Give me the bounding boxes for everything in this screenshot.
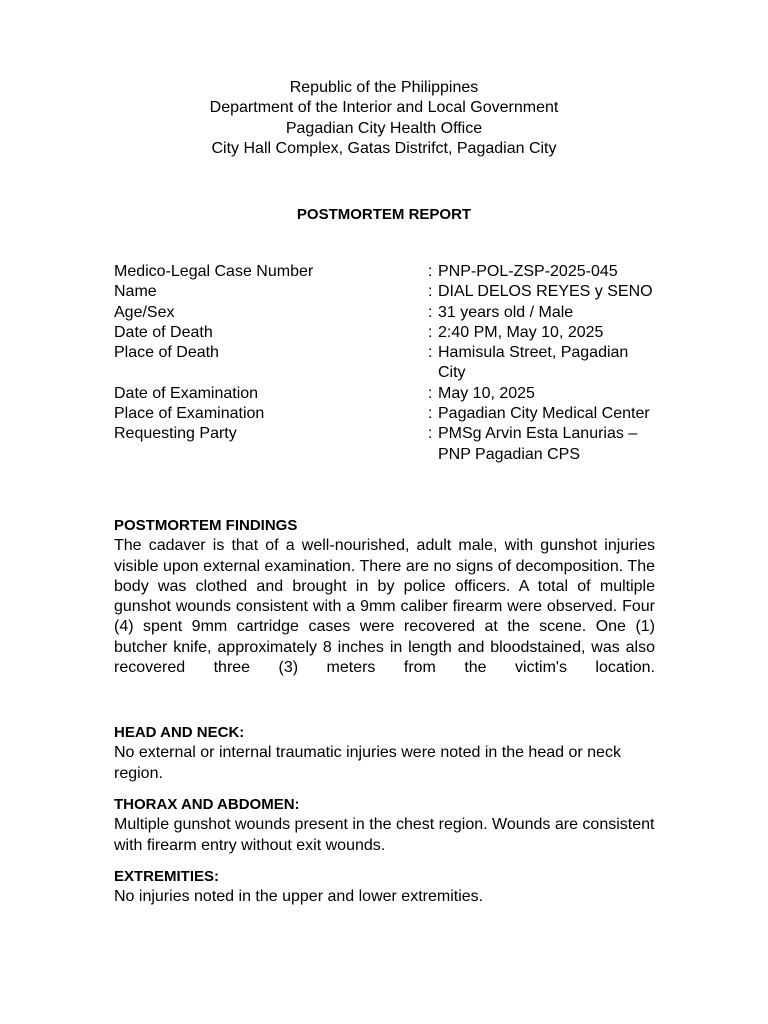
field-age-sex: Age/Sex : 31 years old / Male [114, 303, 654, 323]
field-value: 2:40 PM, May 10, 2025 [438, 323, 604, 341]
field-case-number: Medico-Legal Case Number : PNP-POL-ZSP-2025-045 [114, 262, 654, 282]
field-value: 31 years old / Male [438, 303, 574, 321]
section-extremities [114, 867, 655, 908]
field-label: Date of Examination [114, 384, 259, 402]
field-place-of-examination: Place of Examination : Pagadian City Medical Center [114, 404, 654, 424]
findings-heading: POSTMORTEM FINDINGS [114, 517, 298, 534]
header-line-office: Pagadian City Health Office [285, 119, 483, 137]
field-value: PMSg Arvin Esta Lanurias – PNP Pagadian CPS [438, 425, 638, 463]
field-label: Date of Death [114, 323, 213, 341]
field-label: Requesting Party [114, 425, 237, 443]
field-place-of-death: Place of Death : Hamisula Street, Pagadian City [114, 343, 654, 384]
field-value: Pagadian City Medical Center [438, 405, 650, 423]
extremities-heading: EXTREMITIES: [114, 868, 220, 885]
case-details [114, 262, 654, 465]
section-head-and-neck [114, 723, 655, 784]
findings-body: The cadaver is that of a well-nourished, adult male, with gunshot injuries visible upon external examination. There are no signs of decomposition. The body was clothed and brought in by police officers. A total of multiple gunshot wounds consistent with a 9mm caliber firearm were observed. Four (4) spent 9mm cartridge cases were recovered at the scene. One (1) butcher knife, approximately 8 inches in length and bloodstained, was also recovered three (3) meters from the victim's location. [114, 537, 655, 677]
thorax-abdomen-heading: THORAX AND ABDOMEN: [114, 796, 300, 813]
letterhead [0, 78, 768, 159]
postmortem-findings [114, 516, 655, 678]
section-thorax-and-abdomen [114, 795, 655, 856]
header-line-republic: Republic of the Philippines [289, 79, 479, 96]
header-line-department: Department of the Interior and Local Government [209, 99, 559, 117]
field-value: DIAL DELOS REYES y SENO [438, 283, 653, 301]
header-line-address: City Hall Complex, Gatas Distrifct, Pagadian City [211, 139, 557, 157]
field-value: May 10, 2025 [438, 384, 535, 402]
field-name: Name : DIAL DELOS REYES y SENO [114, 282, 654, 302]
field-label: Name [114, 283, 157, 301]
report-title: POSTMORTEM REPORT [296, 206, 472, 223]
field-label: Place of Examination [114, 405, 265, 423]
field-requesting-party: Requesting Party : PMSg Arvin Esta Lanurias – PNP Pagadian CPS [114, 424, 654, 465]
field-value: Hamisula Street, Pagadian City [438, 344, 629, 382]
head-neck-heading: HEAD AND NECK: [114, 724, 245, 741]
head-neck-body: No external or internal traumatic injuries were noted in the head or neck region. [114, 744, 621, 782]
thorax-abdomen-body: Multiple gunshot wounds present in the chest region. Wounds are consistent with firearm entry without exit wounds. [114, 816, 655, 854]
field-date-of-death: Date of Death : 2:40 PM, May 10, 2025 [114, 323, 654, 343]
extremities-body: No injuries noted in the upper and lower extremities. [114, 888, 484, 906]
field-label: Age/Sex [114, 303, 175, 321]
field-label: Medico-Legal Case Number [114, 263, 314, 280]
field-value: PNP-POL-ZSP-2025-045 [438, 263, 618, 280]
field-label: Place of Death [114, 344, 219, 362]
field-date-of-examination: Date of Examination : May 10, 2025 [114, 384, 654, 404]
